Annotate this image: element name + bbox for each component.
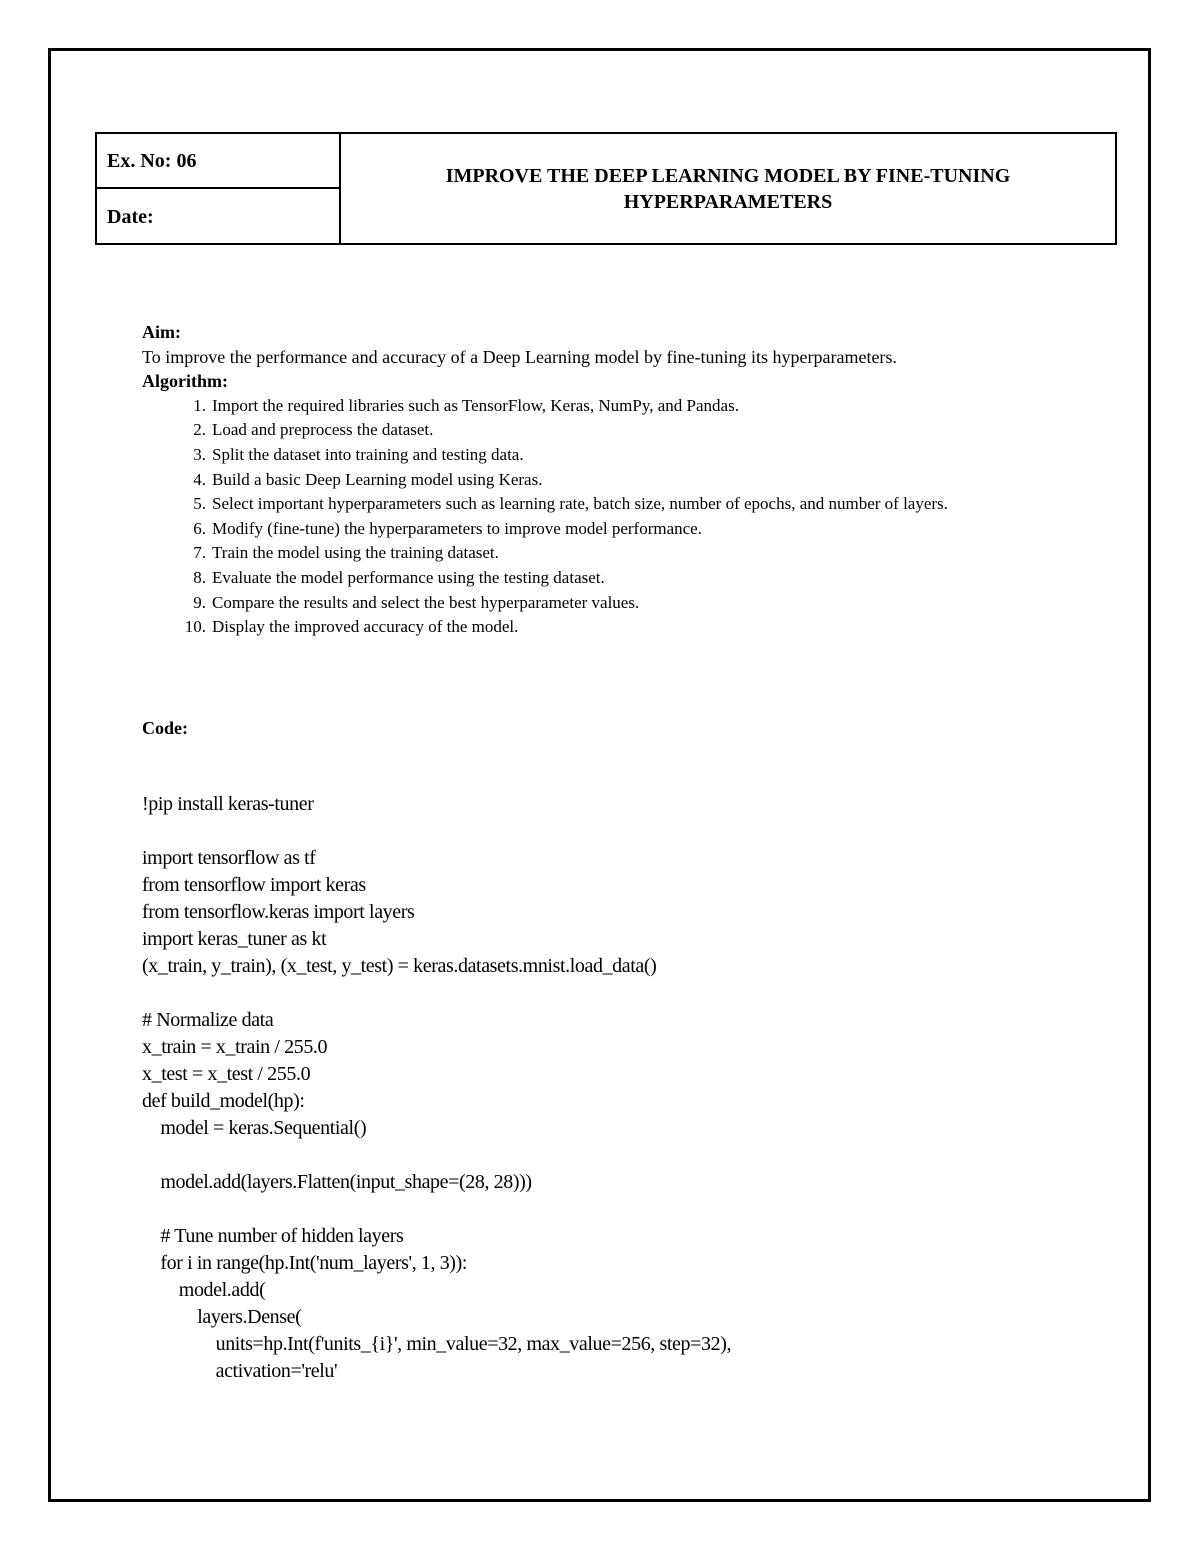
algorithm-step-number: 3. — [193, 444, 206, 464]
algorithm-step — [142, 517, 1082, 542]
code-line: x_train = x_train / 255.0 — [142, 1036, 328, 1058]
date-label: Date: — [107, 206, 154, 228]
algorithm-step-text: Train the model using the training dataset. — [212, 543, 499, 563]
algorithm-step — [142, 492, 1082, 517]
code-line: model.add( — [142, 1279, 266, 1301]
code-line: layers.Dense( — [142, 1306, 302, 1328]
code-line — [142, 980, 1102, 1007]
algorithm-step-number: 6. — [193, 518, 206, 538]
algorithm-steps — [142, 394, 1082, 640]
code-line — [142, 1142, 1102, 1169]
code-line: model = keras.Sequential() — [142, 1117, 367, 1139]
aim-heading: Aim: — [142, 322, 181, 342]
algorithm-step-text: Select important hyperparameters such as learning rate, batch size, number of epochs, and number of layers. — [212, 494, 948, 514]
aim-text: To improve the performance and accuracy of a Deep Learning model by fine-tuning its hyperparameters. — [142, 346, 897, 367]
algorithm-step — [142, 418, 1082, 443]
document-title — [341, 134, 1115, 243]
algorithm-step — [142, 468, 1082, 493]
code-line: # Normalize data — [142, 1009, 274, 1031]
algorithm-step — [142, 615, 1082, 640]
code-line: units=hp.Int(f'units_{i}', min_value=32, max_value=256, step=32), — [142, 1333, 732, 1355]
algorithm-step — [142, 591, 1082, 616]
algorithm-step-text: Build a basic Deep Learning model using Keras. — [212, 469, 543, 489]
code-line: activation='relu' — [142, 1360, 338, 1382]
code-line: from tensorflow.keras import layers — [142, 901, 415, 923]
algorithm-step-text: Split the dataset into training and testing data. — [212, 444, 524, 464]
code-line — [142, 818, 1102, 845]
code-line: from tensorflow import keras — [142, 874, 366, 896]
code-line: model.add(layers.Flatten(input_shape=(28, 28))) — [142, 1171, 532, 1193]
code-line: !pip install keras-tuner — [142, 793, 314, 815]
main-content — [142, 320, 1082, 640]
header-left-column — [97, 134, 341, 243]
exercise-number: Ex. No: 06 — [97, 134, 339, 189]
algorithm-step-text: Modify (fine-tune) the hyperparameters to improve model performance. — [212, 518, 702, 538]
algorithm-step — [142, 443, 1082, 468]
algorithm-step-number: 1. — [193, 395, 206, 415]
code-line: def build_model(hp): — [142, 1090, 305, 1112]
algorithm-heading: Algorithm: — [142, 371, 228, 392]
algorithm-step — [142, 541, 1082, 566]
algorithm-step-number: 5. — [193, 494, 206, 514]
algorithm-step-number: 9. — [193, 592, 206, 612]
code-line: for i in range(hp.Int('num_layers', 1, 3)): — [142, 1252, 467, 1274]
code-line: import keras_tuner as kt — [142, 928, 327, 950]
code-line: x_test = x_test / 255.0 — [142, 1063, 311, 1085]
algorithm-step-text: Compare the results and select the best hyperparameter values. — [212, 592, 640, 612]
code-line: (x_train, y_train), (x_test, y_test) = keras.datasets.mnist.load_data() — [142, 955, 657, 977]
algorithm-step-number: 10. — [184, 617, 206, 637]
header-table — [95, 132, 1117, 245]
code-line — [142, 1196, 1102, 1223]
algorithm-step-text: Display the improved accuracy of the model. — [212, 617, 519, 637]
algorithm-step-number: 2. — [193, 420, 206, 440]
code-line: import tensorflow as tf — [142, 847, 316, 869]
code-heading: Code: — [142, 718, 188, 738]
algorithm-step — [142, 566, 1082, 591]
title-line-2: HYPERPARAMETERS — [623, 190, 833, 213]
algorithm-step-text: Import the required libraries such as TensorFlow, Keras, NumPy, and Pandas. — [212, 395, 739, 415]
code-block — [142, 791, 1102, 1385]
algorithm-step — [142, 394, 1082, 419]
algorithm-step-text: Load and preprocess the dataset. — [212, 420, 434, 440]
algorithm-step-number: 8. — [193, 567, 206, 587]
title-line-1: IMPROVE THE DEEP LEARNING MODEL BY FINE-TUNING — [445, 164, 1011, 187]
algorithm-step-number: 4. — [193, 469, 206, 489]
code-line: # Tune number of hidden layers — [142, 1225, 404, 1247]
algorithm-step-text: Evaluate the model performance using the testing dataset. — [212, 567, 605, 587]
algorithm-step-number: 7. — [193, 543, 206, 563]
